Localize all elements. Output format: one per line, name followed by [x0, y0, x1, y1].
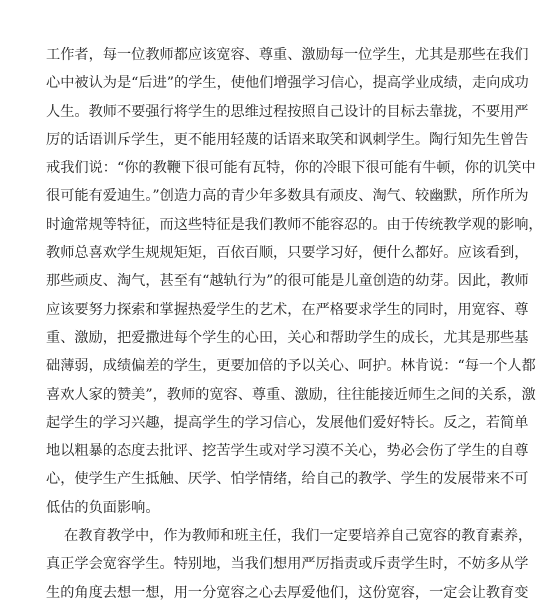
text-line-4: 厉的话语训斥学生，更不能用轻蔑的话语来取笑和讽刺学生。陶行知先生曾告: [46, 131, 529, 148]
text-line-7: 时逾常规等特征，而这些特征是我们教师不能容忍的。由于传统教学观的影响，: [46, 216, 543, 233]
body-text: [46, 41, 543, 607]
text-line-20: 生的角度去想一想，用一分宽容之心去厚爱他们，这份宽容，一定会让教育变: [46, 584, 529, 601]
text-line-16: 心，使学生产生抵触、厌学、怕学情绪，给自己的教学、学生的发展带来不可: [46, 471, 529, 488]
text-line-18: 在教育教学中，作为教师和班主任，我们一定要培养自己宽容的教育素养，: [64, 528, 533, 545]
text-line-17: 低估的负面影响。: [46, 499, 160, 516]
text-line-11: 重、激励，把爱撒进每个学生的心田，关心和帮助学生的成长，尤其是那些基: [46, 329, 529, 346]
text-line-6: 很可能有爱迪生。”创造力高的青少年多数具有顽皮、淘气、较幽默，所作所为: [46, 188, 529, 205]
text-line-3: 人生。教师不要强行将学生的思维过程按照自己设计的目标去靠拢，不要用严: [46, 103, 529, 120]
text-line-19: 真正学会宽容学生。特别地，当我们想用严厉指责或斥责学生时，不妨多从学: [46, 556, 529, 573]
text-line-5: 戒我们说：“你的教鞭下很可能有瓦特，你的冷眼下很可能有牛顿，你的讥笑中: [46, 160, 536, 177]
text-line-14: 起学生的学习兴趣，提高学生的学习信心，发展他们爱好特长。反之，若简单: [46, 414, 529, 431]
text-line-9: 那些顽皮、淘气，甚至有“越轨行为”的很可能是儿童创造的幼芽。因此，教师: [46, 273, 529, 290]
text-line-13: 喜欢人家的赞美”，教师的宽容、尊重、激励，往往能接近师生之间的关系，激: [46, 386, 536, 403]
text-line-1: 工作者，每一位教师都应该宽容、尊重、激励每一位学生，尤其是那些在我们: [46, 47, 529, 63]
text-line-12: 础薄弱，成绩偏差的学生，更要加倍的予以关心、呵护。林肯说：“每一个人都: [46, 358, 536, 375]
text-line-10: 应该要努力探索和掌握热爱学生的艺术，在严格要求学生的同时，用宽容、尊: [46, 301, 529, 318]
text-line-8: 教师总喜欢学生规规矩矩，百依百顺，只要学习好，便什么都好。应该看到，: [46, 245, 529, 262]
text-line-2: 心中被认为是“后进”的学生，使他们增强学习信心，提高学业成绩，走向成功: [46, 75, 529, 92]
text-line-15: 地以粗暴的态度去批评、挖苦学生或对学习漠不关心，势必会伤了学生的自尊: [46, 443, 529, 460]
